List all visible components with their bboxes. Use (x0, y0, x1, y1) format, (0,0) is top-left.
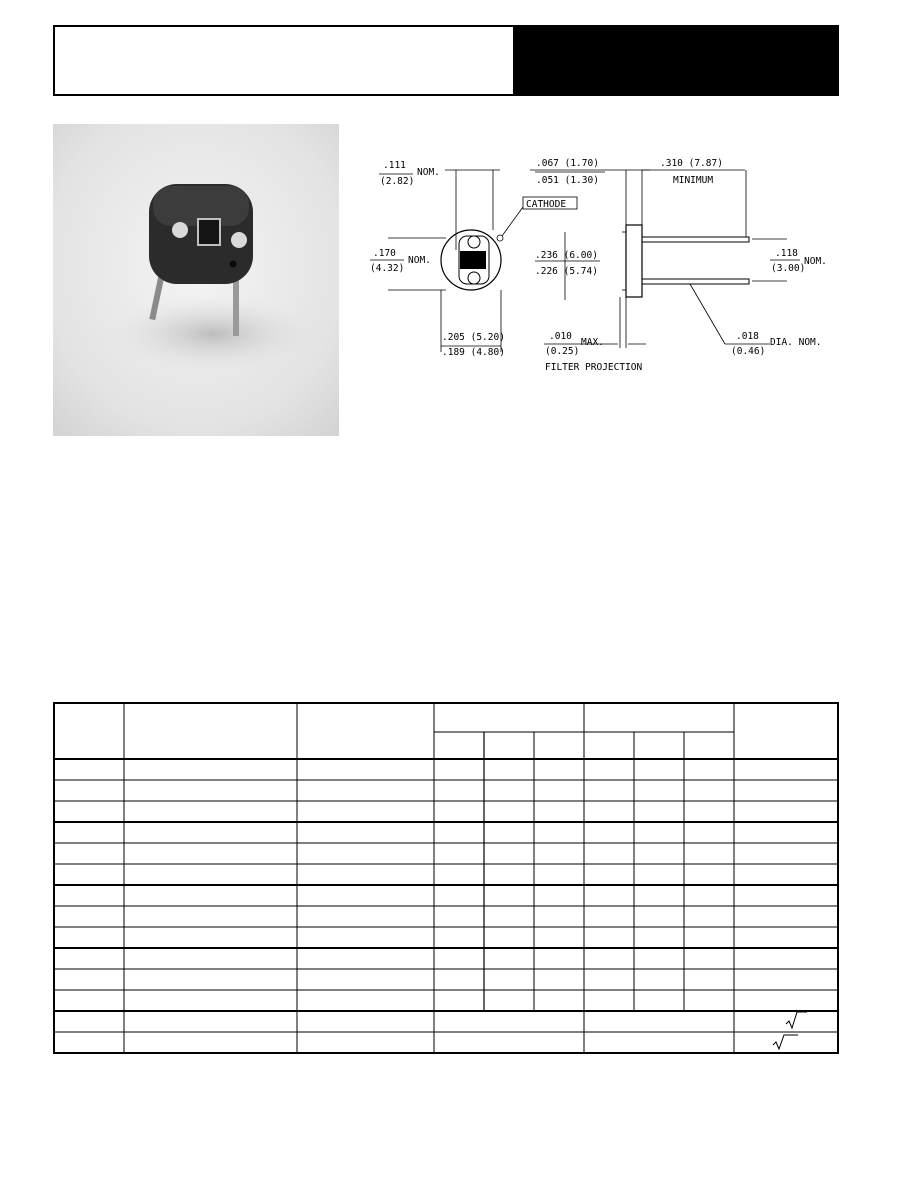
dim-pin-mm: (3.00) (771, 263, 806, 274)
dim-left-mm: (4.32) (370, 263, 405, 274)
dim-top-mid-in2: .051 (1.30) (536, 175, 599, 186)
dim-top-left-mm: (2.82) (380, 176, 415, 187)
dim-width-in2: .189 (4.80) (442, 347, 505, 358)
dim-filter-suffix: MAX. (581, 337, 604, 348)
dim-body-in2: .226 (5.74) (535, 266, 598, 277)
cathode-label: CATHODE (526, 199, 567, 210)
dim-pin-in: .118 (775, 248, 798, 259)
dimension-drawing (350, 140, 850, 390)
dim-top-left-suffix: NOM. (417, 167, 440, 178)
square-root-icon (786, 1012, 807, 1028)
dim-left-in: .170 (373, 248, 396, 259)
dim-left-suffix: NOM. (408, 255, 431, 266)
dim-lead-in: .018 (736, 331, 759, 342)
dim-top-right-in: .310 (7.87) (660, 158, 723, 169)
dim-top-right-label: MINIMUM (673, 175, 714, 186)
dim-top-left-in: .111 (383, 160, 406, 171)
dim-lead-suffix: DIA. NOM. (770, 337, 822, 348)
header-title-box (53, 25, 839, 96)
dim-top-mid-in: .067 (1.70) (536, 158, 599, 169)
dim-width-in: .205 (5.20) (442, 332, 505, 343)
product-photo (53, 124, 339, 436)
header-black-panel (513, 27, 837, 94)
dim-filter-in: .010 (549, 331, 572, 342)
dim-pin-suffix: NOM. (804, 256, 827, 267)
filter-projection-label: FILTER PROJECTION (545, 362, 643, 373)
dim-filter-mm: (0.25) (545, 346, 580, 357)
dim-lead-mm: (0.46) (731, 346, 766, 357)
dim-body-in: .236 (6.00) (535, 250, 598, 261)
spec-table (53, 702, 839, 1054)
square-root-icon (773, 1035, 798, 1049)
